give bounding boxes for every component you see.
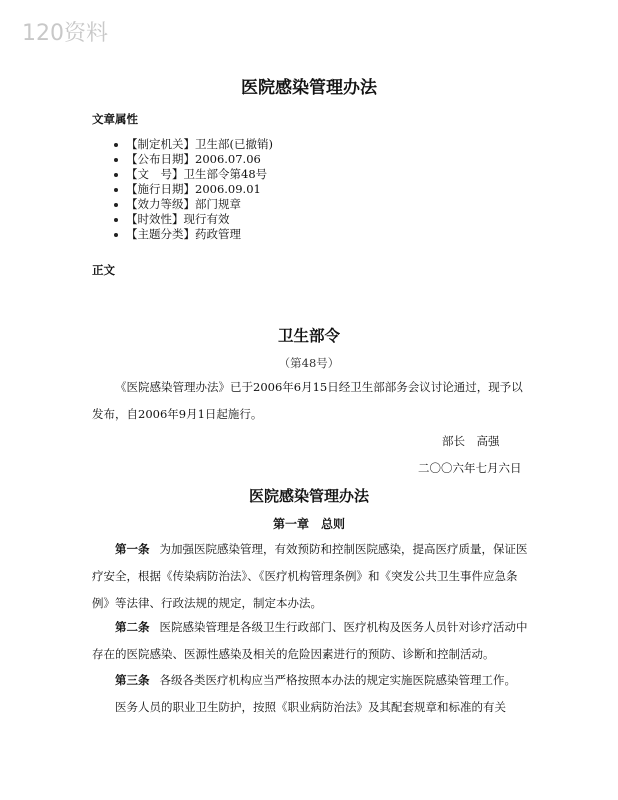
attribute-item: 【施行日期】2006.09.01 — [112, 182, 273, 197]
article-3 — [92, 667, 532, 694]
attribute-item: 【文 号】卫生部令第48号 — [112, 167, 273, 182]
attributes-list — [112, 137, 273, 242]
attribute-item: 【时效性】现行有效 — [112, 212, 273, 227]
page-title: 医院感染管理办法 — [241, 78, 377, 98]
attribute-item: 【公布日期】2006.07.06 — [112, 152, 273, 167]
trailing-text: 医务人员的职业卫生防护，按照《职业病防治法》及其配套规章和标准的有关 — [115, 700, 506, 714]
attribute-item: 【效力等级】部门规章 — [112, 197, 273, 212]
article-2 — [92, 614, 532, 668]
order-text: 《医院感染管理办法》已于2006年6月15日经卫生部部务会议讨论通过，现予以发布，自2006年9月1日起施行。 — [92, 380, 523, 421]
document-title: 医院感染管理办法 — [248, 487, 369, 505]
order-date: 二〇〇六年七月六日 — [418, 461, 522, 475]
attributes-heading: 文章属性 — [92, 112, 138, 126]
attribute-item: 【主题分类】药政管理 — [112, 227, 273, 242]
attribute-item: 【制定机关】卫生部(已撤销) — [112, 137, 273, 152]
chapter-heading: 第一章 总则 — [272, 517, 345, 531]
article-text: 各级各类医疗机构应当严格按照本办法的规定实施医院感染管理工作。 — [159, 673, 516, 687]
watermark: 120资料 — [22, 21, 108, 46]
article-label: 第二条 — [115, 620, 150, 634]
body-heading: 正文 — [92, 263, 115, 277]
article-label: 第一条 — [115, 542, 150, 556]
article-text: 为加强医院感染管理，有效预防和控制医院感染，提高医疗质量，保证医疗安全，根据《传染病防治法》、《医疗机构管理条例》和《突发公共卫生事件应急条例》等法律、行政法规的规定，制定本办法。 — [92, 542, 528, 610]
order-title: 卫生部令 — [277, 326, 340, 345]
article-label: 第三条 — [115, 673, 150, 687]
order-number: （第48号） — [278, 356, 340, 370]
article-text: 医院感染管理是各级卫生行政部门、医疗机构及医务人员针对诊疗活动中存在的医院感染、医源性感染及相关的危险因素进行的预防、诊断和控制活动。 — [92, 620, 528, 661]
order-signer: 部长 高强 — [442, 434, 500, 448]
article-1 — [92, 536, 532, 617]
